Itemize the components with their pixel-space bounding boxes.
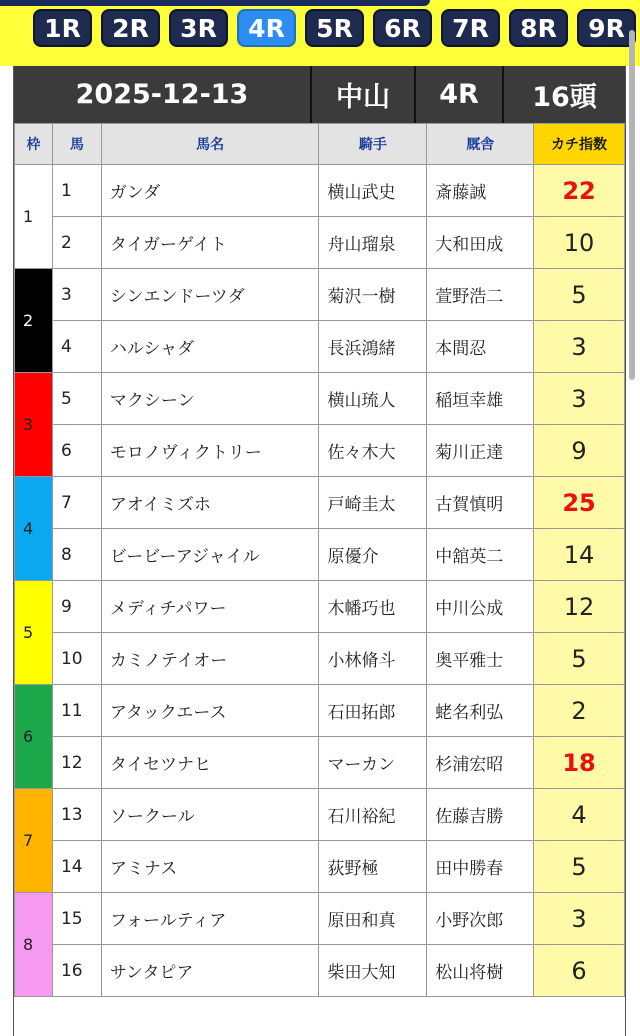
waku-number: 3 xyxy=(23,415,34,434)
horse-number: 1 xyxy=(52,165,101,217)
horse-number: 6 xyxy=(52,425,101,477)
stable-name: 萱野浩二 xyxy=(427,269,534,321)
race-tab-4r[interactable]: 4R xyxy=(237,9,296,47)
col-name: 馬名 xyxy=(101,124,319,165)
waku-cell xyxy=(15,477,53,581)
horse-name: サンタピア xyxy=(101,945,319,997)
kachi-score: 10 xyxy=(534,217,625,269)
race-tab-bar xyxy=(0,0,640,66)
waku-number: 7 xyxy=(23,831,34,850)
stable-name: 中舘英二 xyxy=(427,529,534,581)
table-row[interactable] xyxy=(15,425,625,477)
table-row[interactable] xyxy=(15,841,625,893)
stable-name: 松山将樹 xyxy=(427,945,534,997)
top-accent-line xyxy=(0,0,430,6)
waku-number: 5 xyxy=(23,623,34,642)
col-kachi: カチ指数 xyxy=(534,124,625,165)
table-row[interactable] xyxy=(15,165,625,217)
kachi-score: 12 xyxy=(534,581,625,633)
waku-number: 6 xyxy=(23,727,34,746)
jockey-name: 菊沢一樹 xyxy=(319,269,427,321)
jockey-name: 原田和真 xyxy=(319,893,427,945)
horse-name: ビービーアジャイル xyxy=(101,529,319,581)
kachi-score: 4 xyxy=(534,789,625,841)
table-row[interactable] xyxy=(15,477,625,529)
table-row[interactable] xyxy=(15,373,625,425)
horse-name: モロノヴィクトリー xyxy=(101,425,319,477)
horse-name: フォールティア xyxy=(101,893,319,945)
kachi-score: 18 xyxy=(534,737,625,789)
horse-name: マクシーン xyxy=(101,373,319,425)
stable-name: 斎藤誠 xyxy=(427,165,534,217)
waku-cell xyxy=(15,269,53,373)
race-venue: 中山 xyxy=(312,66,416,123)
race-header xyxy=(14,66,625,123)
horse-name: アタックエース xyxy=(101,685,319,737)
table-row[interactable] xyxy=(15,217,625,269)
waku-cell xyxy=(15,685,53,789)
col-uma: 馬 xyxy=(52,124,101,165)
jockey-name: 原優介 xyxy=(319,529,427,581)
jockey-name: 石川裕紀 xyxy=(319,789,427,841)
race-tab-5r[interactable]: 5R xyxy=(305,9,364,47)
jockey-name: 戸崎圭太 xyxy=(319,477,427,529)
waku-cell xyxy=(15,893,53,997)
kachi-score: 9 xyxy=(534,425,625,477)
stable-name: 中川公成 xyxy=(427,581,534,633)
waku-number: 8 xyxy=(23,935,34,954)
race-tab-8r[interactable]: 8R xyxy=(509,9,568,47)
jockey-name: 柴田大知 xyxy=(319,945,427,997)
table-header-row xyxy=(15,124,625,165)
horse-name: アオイミズホ xyxy=(101,477,319,529)
waku-number: 4 xyxy=(23,519,34,538)
stable-name: 杉浦宏昭 xyxy=(427,737,534,789)
horse-number: 11 xyxy=(52,685,101,737)
jockey-name: 横山琉人 xyxy=(319,373,427,425)
waku-cell xyxy=(15,165,53,269)
table-row[interactable] xyxy=(15,529,625,581)
kachi-score: 22 xyxy=(534,165,625,217)
col-jockey: 騎手 xyxy=(319,124,427,165)
jockey-name: 木幡巧也 xyxy=(319,581,427,633)
table-row[interactable] xyxy=(15,581,625,633)
col-stable: 厩舎 xyxy=(427,124,534,165)
jockey-name: 横山武史 xyxy=(319,165,427,217)
scrollbar[interactable] xyxy=(629,30,635,380)
stable-name: 菊川正達 xyxy=(427,425,534,477)
entries-table xyxy=(14,123,625,997)
horse-name: ハルシャダ xyxy=(101,321,319,373)
jockey-name: 長浜鴻緒 xyxy=(319,321,427,373)
table-row[interactable] xyxy=(15,737,625,789)
table-row[interactable] xyxy=(15,321,625,373)
horse-name: カミノテイオー xyxy=(101,633,319,685)
horse-name: ソークール xyxy=(101,789,319,841)
kachi-score: 3 xyxy=(534,893,625,945)
horse-name: メディチパワー xyxy=(101,581,319,633)
horse-number: 14 xyxy=(52,841,101,893)
horse-name: ガンダ xyxy=(101,165,319,217)
table-row[interactable] xyxy=(15,633,625,685)
waku-cell xyxy=(15,789,53,893)
waku-number: 2 xyxy=(23,311,34,330)
table-row[interactable] xyxy=(15,789,625,841)
race-tab-7r[interactable]: 7R xyxy=(441,9,500,47)
horse-number: 4 xyxy=(52,321,101,373)
horse-number: 2 xyxy=(52,217,101,269)
race-number: 4R xyxy=(416,66,504,123)
kachi-score: 5 xyxy=(534,633,625,685)
horse-number: 7 xyxy=(52,477,101,529)
horse-number: 5 xyxy=(52,373,101,425)
stable-name: 蛯名利弘 xyxy=(427,685,534,737)
col-waku: 枠 xyxy=(15,124,53,165)
table-row[interactable] xyxy=(15,269,625,321)
jockey-name: マーカン xyxy=(319,737,427,789)
table-row[interactable] xyxy=(15,945,625,997)
race-tab-2r[interactable]: 2R xyxy=(101,9,160,47)
kachi-score: 3 xyxy=(534,373,625,425)
kachi-score: 3 xyxy=(534,321,625,373)
table-row[interactable] xyxy=(15,893,625,945)
horse-number: 9 xyxy=(52,581,101,633)
race-panel xyxy=(13,66,626,1036)
stable-name: 小野次郎 xyxy=(427,893,534,945)
stable-name: 田中勝春 xyxy=(427,841,534,893)
race-tab-6r[interactable]: 6R xyxy=(373,9,432,47)
stable-name: 本間忍 xyxy=(427,321,534,373)
race-date: 2025-12-13 xyxy=(14,66,312,123)
race-tabs xyxy=(33,9,636,47)
kachi-score: 2 xyxy=(534,685,625,737)
kachi-score: 14 xyxy=(534,529,625,581)
stable-name: 古賀慎明 xyxy=(427,477,534,529)
horse-number: 16 xyxy=(52,945,101,997)
race-tab-9r[interactable]: 9R xyxy=(577,9,636,47)
jockey-name: 舟山瑠泉 xyxy=(319,217,427,269)
horse-number: 10 xyxy=(52,633,101,685)
horse-name: タイセツナヒ xyxy=(101,737,319,789)
jockey-name: 荻野極 xyxy=(319,841,427,893)
horse-number: 8 xyxy=(52,529,101,581)
stable-name: 大和田成 xyxy=(427,217,534,269)
runner-count: 16頭 xyxy=(532,82,597,113)
kachi-score: 5 xyxy=(534,841,625,893)
stable-name: 稲垣幸雄 xyxy=(427,373,534,425)
table-row[interactable] xyxy=(15,685,625,737)
waku-cell xyxy=(15,373,53,477)
jockey-name: 石田拓郎 xyxy=(319,685,427,737)
horse-number: 12 xyxy=(52,737,101,789)
horse-name: タイガーゲイト xyxy=(101,217,319,269)
kachi-score: 25 xyxy=(534,477,625,529)
horse-number: 15 xyxy=(52,893,101,945)
race-tab-3r[interactable]: 3R xyxy=(169,9,228,47)
stable-name: 佐藤吉勝 xyxy=(427,789,534,841)
waku-number: 1 xyxy=(23,207,34,226)
waku-cell xyxy=(15,581,53,685)
horse-name: アミナス xyxy=(101,841,319,893)
horse-number: 13 xyxy=(52,789,101,841)
jockey-name: 小林脩斗 xyxy=(319,633,427,685)
horse-number: 3 xyxy=(52,269,101,321)
kachi-score: 6 xyxy=(534,945,625,997)
jockey-name: 佐々木大 xyxy=(319,425,427,477)
race-tab-1r[interactable]: 1R xyxy=(33,9,92,47)
stable-name: 奥平雅士 xyxy=(427,633,534,685)
kachi-score: 5 xyxy=(534,269,625,321)
horse-name: シンエンドーツダ xyxy=(101,269,319,321)
